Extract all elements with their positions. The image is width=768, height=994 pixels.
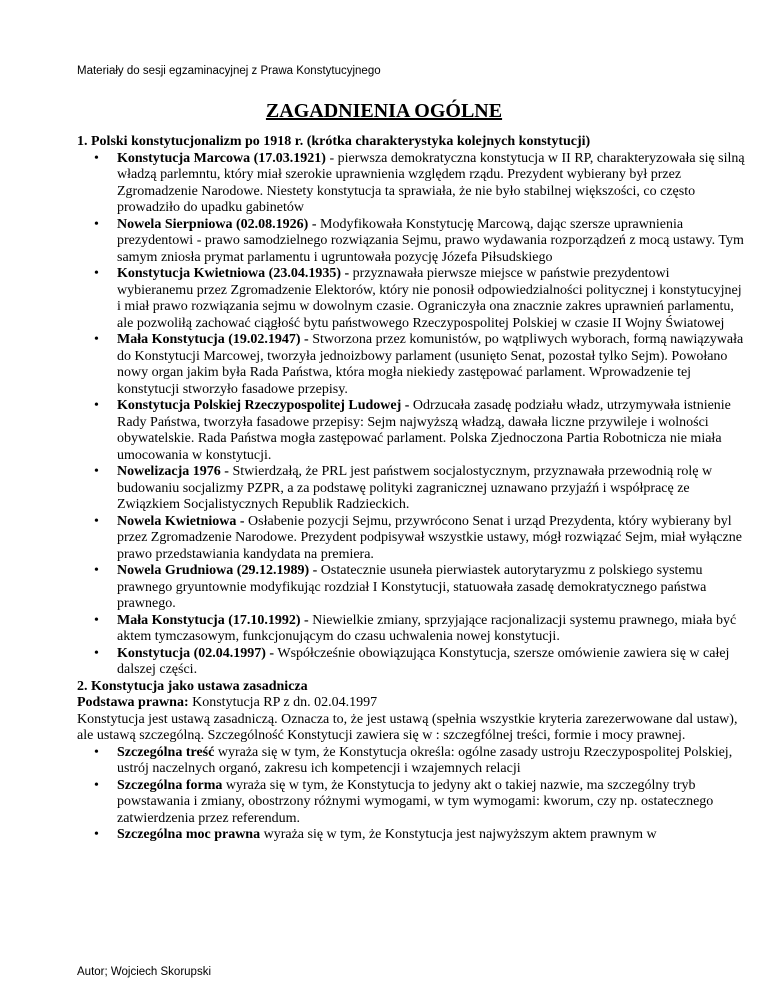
item-text: wyraża się w tym, że Konstytucja to jedyny akt o takiej nazwie, ma szczególny tryb powstawania i zmiany, obostrzony różnymi wymogami, w tym wymogami: kworum, czy np. ostatecznego zatwierdzenia przez referendum. — [117, 777, 714, 826]
page-title: ZAGADNIENIA OGÓLNE — [265, 100, 503, 122]
item-text: Niewielkie zmiany, sprzyjające racjonalizacji systemu prawnego, miała być aktem tymczasowym, funkcjonującym do czasu uchwalenia nowej konstytucji. — [117, 612, 737, 644]
item-term: Konstytucja Kwietniowa (23.04.1935) - — [117, 266, 350, 281]
item-text: Stwierdzałą, że PRL jest państwem socjalostycznym, przyznawała przewodnią rolę w budowaniu socjalizmy PZPR, a za podstawę polityki zagranicznej uznawano przyjaźń i współpracę ze Związkiem Socjalistycznych Republik Radzieckich. — [117, 464, 713, 512]
page-header: Materiały do sesji egzaminacyjnej z Prawa Konstytucyjnego — [77, 65, 381, 77]
item-term: Nowelizacja 1976 - — [117, 464, 229, 479]
item-text: Współcześnie obowiązująca Konstytucja, szersze omówienie zawiera się w całej dalszej części. — [117, 645, 730, 677]
legal-basis — [77, 695, 745, 712]
section-2-list — [77, 745, 745, 844]
item-text: przyznawała pierwsze miejsce w państwie prezydentowi wybieranemu przez Zgromadzenie Elektorów, który nie ponosił odpowiedzialności politycznej i konstytucyjnej i miał prawo rozwiązania sejmu w dowolnym czasie. Ograniczyła ona znacznie zakres uprawnień parlamentu, ale pozwoliłą zachować ciągłość bytu państwowego Rzeczypospolitej Polskiej w czasie II Wojny Światowej — [117, 266, 742, 331]
list-item — [77, 613, 745, 646]
item-term: Szczególna treść — [117, 744, 215, 760]
list-item — [77, 217, 745, 267]
item-text: Osłabenie pozycji Sejmu, przywrócono Senat i urząd Prezydenta, który wybierany byl przez Zgromadzenie Narodowe. Prezydent podpisywał wszystkie ustawy, mógł rozwiązać Sejm, miał wyłączne prawo przedstawiania kandydata na premiera. — [117, 513, 742, 562]
list-item — [77, 563, 745, 613]
item-term: Mała Konstytucja (17.10.1992) - — [117, 612, 309, 628]
legal-basis-label: Podstawa prawna: — [77, 695, 189, 710]
page-footer: Autor; Wojciech Skorupski — [77, 966, 212, 978]
item-text: Odrzucała zasadę podziału władz, utrzymywała istnienie Rady Państwa, tworzyła fasadowe przepisy: Sejm najwyższą władzą, dawała liczne przywileje i wolności obywatelskie. Rada Państwa mogła zastępować parlament. Polska Zjednoczona Partia Robotnicza nie miała umocowania w konstytucji. — [117, 398, 731, 463]
item-term: Szczególna moc prawna — [117, 827, 261, 842]
list-item — [77, 266, 745, 332]
list-item — [77, 778, 745, 828]
item-term: Szczególna forma — [117, 777, 223, 793]
item-term: Mała Konstytucja (19.02.1947) - — [117, 332, 309, 347]
list-item — [77, 332, 745, 398]
list-item — [77, 827, 745, 844]
item-term: Konstytucja Polskiej Rzeczypospolitej Ludowej - — [117, 398, 410, 413]
item-term: Nowela Kwietniowa - — [117, 513, 245, 529]
item-text: Ostatecznie usuneła pierwiastek autorytaryzmu z polskiego systemu prawnego gryuntownie modyfikując rozdział I Konstytucji, statuowała zasadę demokratycznego państwa prawnego. — [117, 563, 707, 611]
section-1-list — [77, 151, 745, 679]
legal-basis-text: Konstytucja RP z dn. 02.04.1997 — [188, 695, 378, 710]
list-item — [77, 514, 745, 564]
section-1-heading: 1. Polski konstytucjonalizm po 1918 r. (krótka charakterystyka kolejnych konstytucji) — [77, 134, 591, 149]
item-term: Konstytucja (02.04.1997) - — [117, 645, 275, 661]
list-item — [77, 646, 745, 679]
section-2-heading: 2. Konstytucja jako ustawa zasadnicza — [77, 678, 308, 694]
item-text: - pierwsza demokratyczna konstytucja w II RP, charakteryzowała się silną władzą parlemntu, który miał szerokie uprawnienia względem rządu. Prezydent wybierany był przez Zgromadzenie Narodowe. Niestety konstytucja ta sprawiała, że nie było stabilnej większości, co często prowadziło do upadku gabinetów — [117, 150, 745, 215]
list-item — [77, 464, 745, 514]
item-text: wyraża się w tym, że Konstytucja określa: ogólne zasady ustroju Rzeczypospolitej Polskiej, ustrój naczelnych organó, zakresu ich kompetencji i wzajemnych relacji — [117, 744, 733, 776]
item-text: Modyfikowała Konstytucję Marcową, dając szersze uprawnienia prezydentowi - prawo samodzielnego rozwiązania Sejmu, prawo wydawania rozporządzeń z mocą ustawy. Tym samym zniosła prymat parlamentu i ugruntowała pozycję Józefa Piłsudskiego — [117, 216, 744, 265]
list-item — [77, 398, 745, 464]
document-body — [77, 134, 745, 844]
item-text: wyraża się w tym, że Konstytucja jest najwyższym aktem prawnym w — [260, 827, 657, 842]
item-term: Konstytucja Marcowa (17.03.1921) — [117, 150, 326, 166]
list-item — [77, 151, 745, 217]
item-term: Nowela Grudniowa (29.12.1989) - — [117, 563, 318, 578]
item-term: Nowela Sierpniowa (02.08.1926) - — [117, 216, 317, 232]
section-2-paragraph: Konstytucja jest ustawą zasadniczą. Oznacza to, że jest ustawą (spełnia wszystkie kryteria zarezerwowane dal ustaw), ale ustawą szczególną. Szczególność Konstytucji zawiera się w : szczegfólnej treści, formie i mocy prawnej. — [77, 711, 738, 743]
list-item — [77, 745, 745, 778]
item-text: Stworzona przez komunistów, po wątpliwych wyborach, formą nawiązywała do Konstytucji Marcowej, tworzyła jednoizbowy parlament (usunięto Senat, pozostał tylko Sejm). Powołano nowy organ jakim była Rada Państwa, która mogła niekiedy zastępować parlament. Wprowadzenie tej konstytucji stworzyło fasadowe przepisy. — [117, 332, 744, 397]
